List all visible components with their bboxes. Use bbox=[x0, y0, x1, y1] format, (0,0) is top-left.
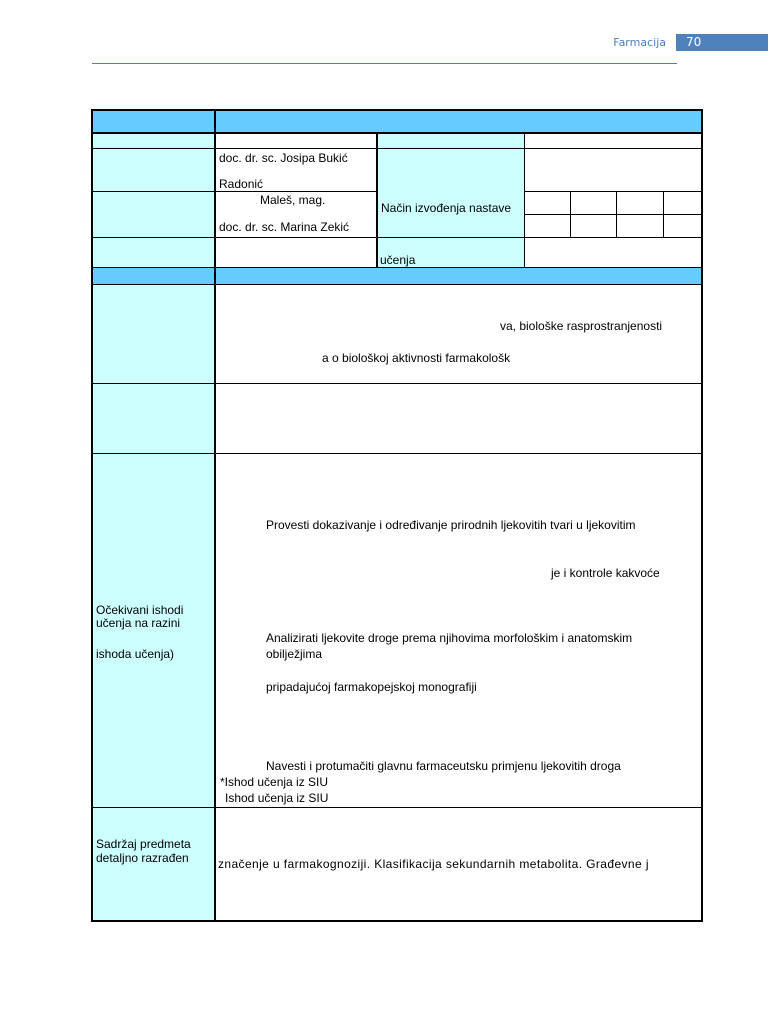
outcome-item: Analizirati ljekovite droge prema njihovima morfološkim i anatomskim bbox=[266, 631, 633, 645]
lecturer-name-line2: Radonić bbox=[219, 177, 264, 191]
grid-line bbox=[92, 383, 702, 384]
grid-line bbox=[92, 132, 702, 134]
outcome-item: je i kontrole kakvoće bbox=[551, 566, 660, 580]
outcome-item: Provesti dokazivanje i određivanje prirodnih ljekovitih tvari u ljekovitim bbox=[266, 518, 636, 532]
section-title: Farmacija bbox=[613, 36, 666, 49]
content-label-line2: detaljno razrađen bbox=[96, 851, 189, 865]
outcomes-label-line3: ishoda učenja) bbox=[96, 647, 175, 661]
label-cell-r4 bbox=[92, 238, 215, 268]
assistant-name-line2: doc. dr. sc. Marina Zekić bbox=[219, 220, 350, 234]
grid-line bbox=[92, 453, 702, 454]
mid-label-teaching-method bbox=[377, 192, 524, 238]
grid-line bbox=[524, 191, 702, 192]
grid-line bbox=[92, 807, 702, 808]
grid-line bbox=[92, 237, 702, 238]
learning-label: učenja bbox=[380, 253, 416, 267]
label-cell-competences bbox=[92, 384, 215, 454]
objectives-text-line1: va, biološke rasprostranjenosti bbox=[500, 319, 663, 333]
label-cell-r1 bbox=[92, 132, 215, 149]
grid-line bbox=[524, 132, 525, 268]
label-cell-objectives bbox=[92, 285, 215, 384]
grid-line bbox=[92, 284, 702, 285]
grid-line bbox=[214, 110, 216, 921]
siu-note: *Ishod učenja iz SIU bbox=[220, 775, 329, 789]
outcomes-label-line1: Očekivani ishodi bbox=[96, 603, 184, 617]
siu-note: Ishod učenja iz SIU bbox=[225, 791, 329, 805]
label-cell-outcomes bbox=[92, 454, 215, 808]
grid-line bbox=[663, 191, 664, 237]
mid-label-r2 bbox=[377, 149, 524, 192]
objectives-text-line2: a o biološkoj aktivnosti farmakološk bbox=[322, 351, 511, 365]
page-number: 70 bbox=[676, 34, 768, 51]
grid-line bbox=[376, 132, 378, 268]
outcome-item: pripadajućoj farmakopejskoj monografiji bbox=[266, 680, 477, 694]
content-text: značenje u farmakognoziji. Klasifikacija sekundarnih metabolita. Građevne j bbox=[218, 857, 649, 871]
label-cell-lecturer bbox=[92, 149, 215, 192]
outcomes-label-line2: učenja na razini bbox=[96, 616, 181, 630]
header-rule bbox=[92, 63, 677, 64]
content-label-line1: Sadržaj predmeta bbox=[96, 837, 191, 851]
grid-line bbox=[92, 267, 702, 268]
grid-line bbox=[570, 191, 571, 237]
label-cell-assistant bbox=[92, 192, 215, 238]
outcome-item: obilježjima bbox=[266, 647, 323, 661]
grid-line bbox=[616, 191, 617, 237]
assistant-name-line1: Maleš, mag. bbox=[260, 193, 326, 207]
lecturer-name-line1: doc. dr. sc. Josipa Bukić bbox=[219, 151, 348, 165]
teaching-method-label: Način izvođenja nastave bbox=[381, 201, 512, 215]
grid-line bbox=[92, 148, 702, 149]
outcome-item: Navesti i protumačiti glavnu farmaceutsku primjenu ljekovitih droga bbox=[266, 759, 621, 773]
mid-label-r1 bbox=[377, 132, 524, 149]
title-row bbox=[92, 110, 702, 132]
grid-line bbox=[524, 214, 702, 215]
grid-line bbox=[92, 191, 377, 192]
section-separator-row bbox=[92, 268, 702, 285]
